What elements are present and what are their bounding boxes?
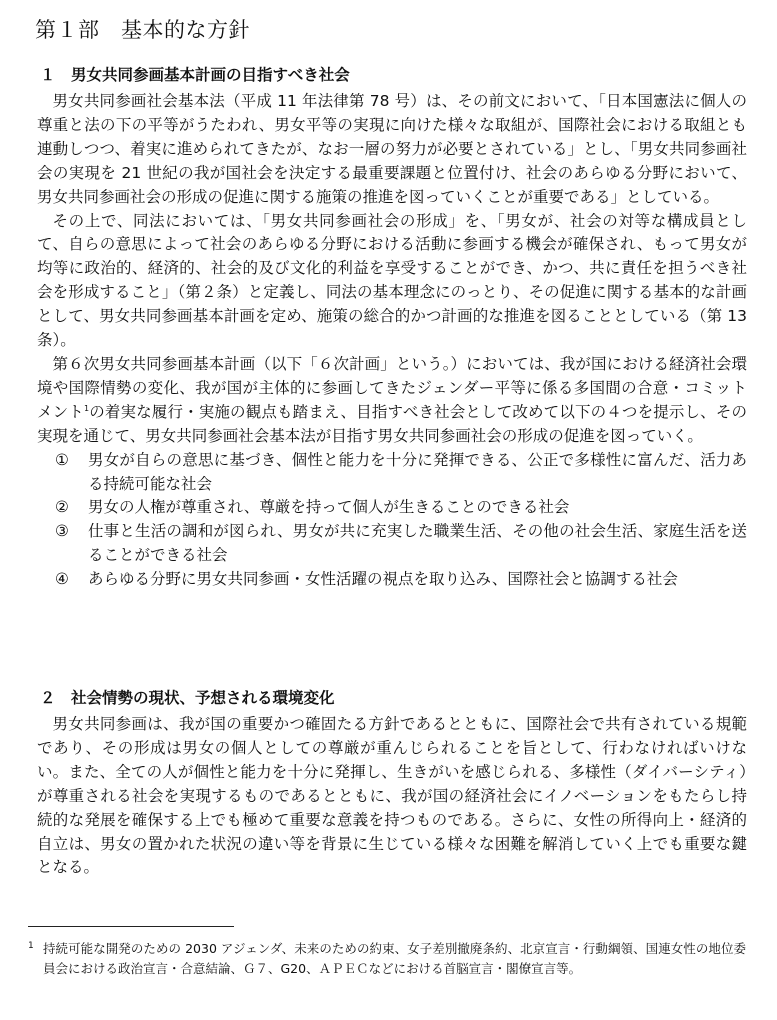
goal-item [37, 496, 747, 520]
footnote [28, 939, 746, 979]
part-title: 第１部 基本的な方針 [35, 18, 250, 42]
plan-paragraph-text-before-note: 第６次男女共同参画基本計画（以下「６次計画」という。）においては、我が国における経済社会環境や国際情勢の変化、我が国が主体的に参画してきたジェンダー平等に係る多国間の合意・コミットメント [37, 354, 747, 421]
goal-text: 男女の人権が尊重され、尊厳を持って個人が生きることのできる社会 [88, 498, 570, 517]
goal-item [37, 449, 747, 497]
footnote-text: 持続可能な開発のための 2030 アジェンダ、未来のための約束、女子差別撤廃条約、北京宣言・行動綱領、国連女性の地位委員会における政治宣言・合意結論、Ｇ７、G20、ＡＰＥＣなどにおける首脳宣言・閣僚宣言等。 [43, 941, 746, 976]
goal-text: あらゆる分野に男女共同参画・女性活躍の視点を取り込み、国際社会と協調する社会 [88, 570, 678, 589]
section-1-paragraph-3 [37, 353, 747, 449]
section-1-paragraph-2: その上で、同法においては、「男女共同参画社会の形成」を、「男女が、社会の対等な構成員として、自らの意思によって社会のあらゆる分野における活動に参画する機会が確保され、もって男女が均等に政治的、経済的、社会的及び文化的利益を享受することができ、かつ、共に責任を担うべき社会を形成すること」（第２条）と定義し、同法の基本理念にのっとり、その促進に関する基本的な計画として、男女共同参画基本計画を定め、施策の総合的かつ計画的な推進を図ることとしている（第 13 条）。 [37, 211, 747, 350]
plan-paragraph-text-after-note: の着実な履行・実施の観点も踏まえ、目指すべき社会として改めて以下の４つを提示し、その実現を通じて、男女共同参画社会基本法が目指す男女共同参画社会の形成の促進を図っていく。 [37, 402, 747, 445]
goal-number: ③ [55, 522, 69, 541]
section-1-body [37, 90, 747, 592]
goal-number: ② [55, 498, 69, 517]
footnote-mark: 1 [28, 941, 34, 951]
footnote-reference: 1 [83, 403, 90, 413]
goal-text: 男女が自らの意思に基づき、個性と能力を十分に発揮できる、公正で多様性に富んだ、活力ある持続可能な社会 [88, 450, 747, 493]
goal-number: ① [55, 450, 69, 469]
section-1-paragraph-1: 男女共同参画社会基本法（平成 11 年法律第 78 号）は、その前文において、「日本国憲法に個人の尊重と法の下の平等がうたわれ、男女平等の実現に向けた様々な取組が、国際社会における取組とも連動しつつ、着実に進められてきたが、なお一層の努力が必要とされている」とし、「男女共同参画社会の実現を 21 世紀の我が国社会を決定する最重要課題と位置付け、社会のあらゆる分野において、男女共同参画社会の形成の促進に関する施策の推進を図っていくことが重要である」としている。 [37, 92, 747, 206]
goal-text: 仕事と生活の調和が図られ、男女が共に充実した職業生活、その他の社会生活、家庭生活を送ることができる社会 [88, 522, 747, 565]
goal-list [37, 449, 747, 592]
section-2-body [37, 713, 747, 880]
section-2-paragraph-1: 男女共同参画は、我が国の重要かつ確固たる方針であるとともに、国際社会で共有されている規範であり、その形成は男女の個人としての尊厳が重んじられることを旨として、行わなければいけない。また、全ての人が個性と能力を十分に発揮し、生きがいを感じられる、多様性（ダイバーシティ）が尊重される社会を実現するものであるとともに、我が国の経済社会にイノベーションをもたらし持続的な発展を確保する上でも極めて重要な意義を持つものである。さらに、女性の所得向上・経済的自立は、男女の置かれた状況の違い等を背景に生じている様々な困難を解消していく上でも重要な鍵となる。 [37, 715, 747, 877]
footnote-divider [28, 926, 234, 927]
goal-item [37, 568, 747, 592]
goal-item [37, 520, 747, 568]
section-2-heading: ２ 社会情勢の現状、予想される環境変化 [40, 689, 335, 707]
goal-number: ④ [55, 570, 69, 589]
section-1-heading: １ 男女共同参画基本計画の目指すべき社会 [40, 66, 350, 84]
